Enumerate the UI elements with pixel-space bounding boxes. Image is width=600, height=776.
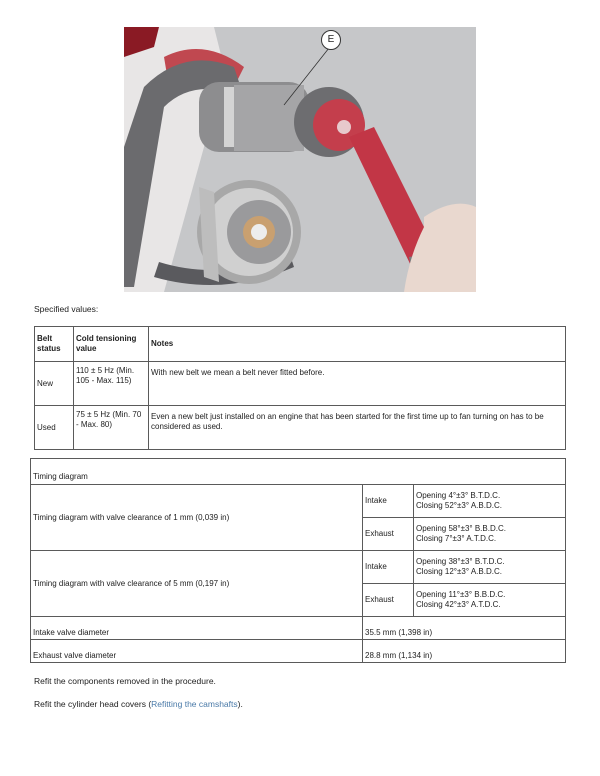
- tension-value-cell: 110 ± 5 Hz (Min. 105 - Max. 115): [74, 362, 149, 406]
- callout-label-e: E: [321, 30, 341, 50]
- intake-diameter-value: 35.5 mm (1,398 in): [363, 617, 566, 640]
- refit-components-text: Refit the components removed in the procedure.: [34, 676, 216, 686]
- belt-status-cell: New: [35, 362, 74, 406]
- refit-covers-prefix: Refit the cylinder head covers (: [34, 699, 152, 709]
- timing-values-cell: [414, 584, 566, 617]
- closing-value: Closing 42°±3° A.T.D.C.: [416, 600, 501, 609]
- refitting-camshafts-link[interactable]: Refitting the camshafts: [151, 699, 238, 709]
- intake-diameter-label: Intake valve diameter: [31, 617, 363, 640]
- timing-values-cell: [414, 518, 566, 551]
- belt-tension-table: [34, 326, 566, 450]
- table-row: [31, 551, 566, 584]
- valve-type-cell: Intake: [363, 485, 414, 518]
- exhaust-diameter-value: 28.8 mm (1,134 in): [363, 640, 566, 663]
- refit-covers-suffix: ).: [237, 699, 243, 709]
- table-row: [31, 617, 566, 640]
- opening-value: Opening 4°±3° B.T.D.C.: [416, 491, 501, 500]
- table-header-row: [35, 327, 566, 362]
- procedure-photo: [124, 27, 476, 292]
- timing-group-label: Timing diagram with valve clearance of 1 mm (0,039 in): [31, 485, 363, 551]
- refit-covers-text: [34, 699, 243, 709]
- valve-type-cell: Exhaust: [363, 584, 414, 617]
- closing-value: Closing 7°±3° A.T.D.C.: [416, 534, 497, 543]
- specified-values-caption: Specified values:: [34, 304, 99, 314]
- table-row: [31, 485, 566, 518]
- notes-cell: Even a new belt just installed on an engine that has been started for the first time up to fan turning on has to be considered as used.: [149, 406, 566, 450]
- closing-value: Closing 52°±3° A.B.D.C.: [416, 501, 502, 510]
- opening-value: Opening 11°±3° B.B.D.C.: [416, 590, 506, 599]
- table-row: [35, 406, 566, 450]
- belt-status-cell: Used: [35, 406, 74, 450]
- opening-value: Opening 38°±3° B.T.D.C.: [416, 557, 505, 566]
- timing-diagram-title: Timing diagram: [31, 459, 566, 485]
- tension-value-cell: 75 ± 5 Hz (Min. 70 - Max. 80): [74, 406, 149, 450]
- opening-value: Opening 58°±3° B.B.D.C.: [416, 524, 506, 533]
- header-cold-tensioning: Cold tensioning value: [74, 327, 149, 362]
- timing-group-label: Timing diagram with valve clearance of 5 mm (0,197 in): [31, 551, 363, 617]
- table-row: [35, 362, 566, 406]
- timing-values-cell: [414, 551, 566, 584]
- table-title-row: [31, 459, 566, 485]
- timing-diagram-table: [30, 458, 566, 663]
- timing-values-cell: [414, 485, 566, 518]
- valve-type-cell: Exhaust: [363, 518, 414, 551]
- header-notes: Notes: [149, 327, 566, 362]
- valve-type-cell: Intake: [363, 551, 414, 584]
- exhaust-diameter-label: Exhaust valve diameter: [31, 640, 363, 663]
- header-belt-status: Belt status: [35, 327, 74, 362]
- closing-value: Closing 12°±3° A.B.D.C.: [416, 567, 502, 576]
- notes-cell: With new belt we mean a belt never fitted before.: [149, 362, 566, 406]
- table-row: [31, 640, 566, 663]
